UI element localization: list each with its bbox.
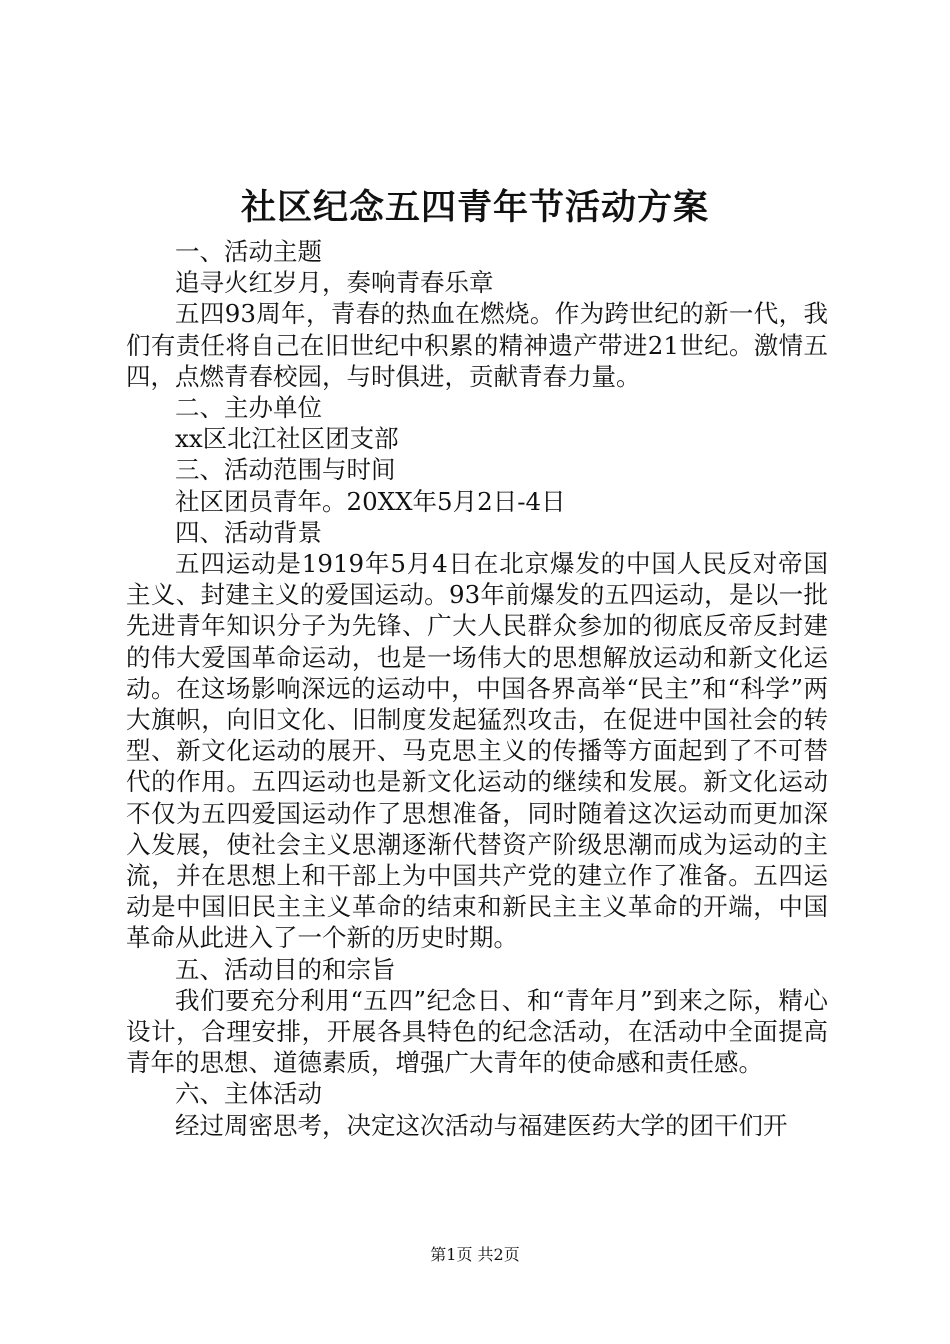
heading-purpose: 五、活动目的和宗旨 <box>175 954 396 984</box>
document-title: 社区纪念五四青年节活动方案 <box>240 187 709 228</box>
heading-scope-time: 三、活动范围与时间 <box>175 455 396 485</box>
page-footer: 第1页 共2页 <box>430 1245 520 1264</box>
paragraph-theme-slogan: 追寻火红岁月，奏响青春乐章 <box>175 268 494 298</box>
document-body <box>126 236 828 1141</box>
heading-background: 四、活动背景 <box>175 517 322 547</box>
paragraph-scope-time: 社区团员青年。20XX年5月2日-4日 <box>175 486 566 516</box>
paragraph-background: 五四运动是1919年5月4日在北京爆发的中国人民反对帝国主义、封建主义的爱国运动。93年前爆发的五四运动，是以一批先进青年知识分子为先锋、广大人民群众参加的彻底反帝反封建的伟大爱国革命运动，也是一场伟大的思想解放运动和新文化运动。在这场影响深远的运动中，中国各界高举“民主”和“科学”两大旗帜，向旧文化、旧制度发起猛烈攻击，在促进中国社会的转型、新文化运动的展开、马克思主义的传播等方面起到了不可替代的作用。五四运动也是新文化运动的继续和发展。新文化运动不仅为五四爱国运动作了思想准备，同时随着这次运动而更加深入发展，使社会主义思潮逐渐代替资产阶级思潮而成为运动的主流，并在思想上和干部上为中国共产党的建立作了准备。五四运动是中国旧民主主义革命的结束和新民主主义革命的开端，中国革命从此进入了一个新的历史时期。 <box>126 549 828 953</box>
heading-activity-theme: 一、活动主题 <box>175 237 322 266</box>
paragraph-main-activities: 经过周密思考，决定这次活动与福建医药大学的团干们开 <box>175 1110 788 1140</box>
heading-organizer: 二、主办单位 <box>175 393 322 423</box>
paragraph-purpose: 我们要充分利用“五四”纪念日、和“青年月”到来之际，精心设计，合理安排，开展各具特色的纪念活动，在活动中全面提高青年的思想、道德素质，增强广大青年的使命感和责任感。 <box>126 985 828 1078</box>
paragraph-theme-description: 五四93周年，青春的热血在燃烧。作为跨世纪的新一代，我们有责任将自己在旧世纪中积累的精神遗产带进21世纪。激情五四，点燃青春校园，与时俱进，贡献青春力量。 <box>126 299 828 391</box>
heading-main-activities: 六、主体活动 <box>175 1079 322 1109</box>
paragraph-organizer: xx区北江社区团支部 <box>175 424 399 454</box>
